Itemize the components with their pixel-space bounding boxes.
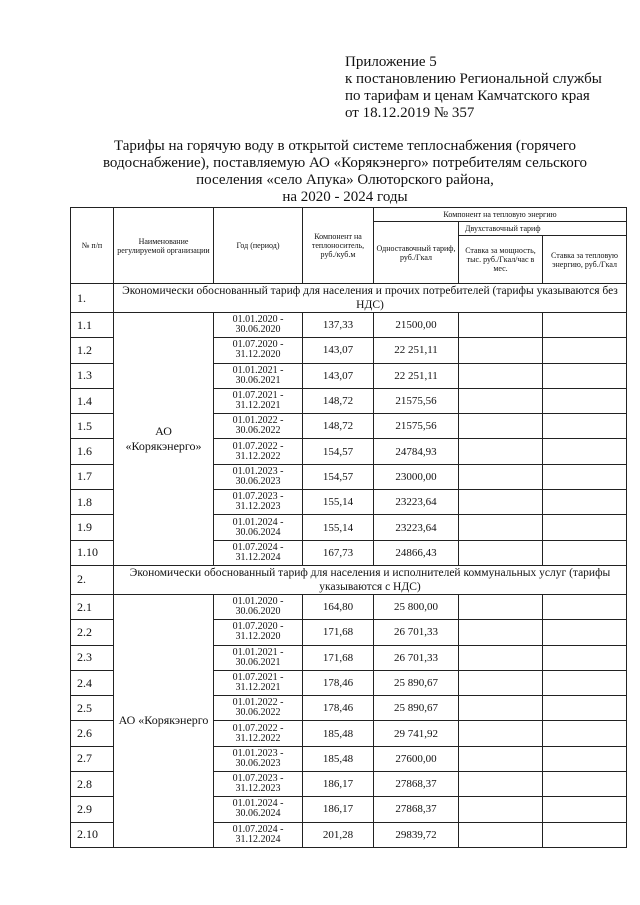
- energy-rate-cell: [543, 696, 627, 721]
- appendix-block: [345, 54, 635, 122]
- power-rate-cell: [459, 338, 543, 363]
- single-rate-cell: 24784,93: [374, 439, 459, 464]
- period-cell: 01.07.2024 - 31.12.2024: [214, 822, 303, 847]
- period-cell: 01.01.2021 - 30.06.2021: [214, 363, 303, 388]
- power-rate-cell: [459, 721, 543, 746]
- energy-rate-cell: [543, 721, 627, 746]
- single-rate-cell: 23223,64: [374, 515, 459, 540]
- water-component-cell: 155,14: [303, 490, 374, 515]
- header-year: Год (период): [214, 208, 303, 284]
- organization-name: АО «Корякэнерго»: [114, 313, 214, 566]
- single-rate-cell: 21500,00: [374, 313, 459, 338]
- appendix-line-4: от 18.12.2019 № 357: [345, 105, 475, 121]
- single-rate-cell: 21575,56: [374, 388, 459, 413]
- appendix-line-2: к постановлению Региональной службы: [345, 71, 602, 87]
- single-rate-cell: 22 251,11: [374, 363, 459, 388]
- header-water-component: Компонент на теплоноситель, руб./куб.м: [303, 208, 374, 284]
- water-component-cell: 143,07: [303, 363, 374, 388]
- energy-rate-cell: [543, 439, 627, 464]
- power-rate-cell: [459, 439, 543, 464]
- period-cell: 01.01.2023 - 30.06.2023: [214, 464, 303, 489]
- row-number: 1.8: [71, 490, 114, 515]
- period-cell: 01.07.2024 - 31.12.2024: [214, 540, 303, 565]
- title-line-1: Тарифы на горячую воду в открытой системе теплоснабжения (горячего: [113, 138, 577, 154]
- appendix-line-3: по тарифам и ценам Камчатского края: [345, 88, 590, 104]
- row-number: 1.6: [71, 439, 114, 464]
- row-number: 1.2: [71, 338, 114, 363]
- period-cell: 01.07.2022 - 31.12.2022: [214, 721, 303, 746]
- header-org: Наименование регулируемой организации: [114, 208, 214, 284]
- power-rate-cell: [459, 772, 543, 797]
- row-number: 1.3: [71, 363, 114, 388]
- power-rate-cell: [459, 620, 543, 645]
- header-heat-component: Компонент на тепловую энергию: [374, 208, 627, 222]
- power-rate-cell: [459, 822, 543, 847]
- energy-rate-cell: [543, 363, 627, 388]
- single-rate-cell: 25 890,67: [374, 670, 459, 695]
- water-component-cell: 178,46: [303, 670, 374, 695]
- water-component-cell: 143,07: [303, 338, 374, 363]
- single-rate-cell: 23000,00: [374, 464, 459, 489]
- single-rate-cell: 27868,37: [374, 797, 459, 822]
- energy-rate-cell: [543, 313, 627, 338]
- period-cell: 01.01.2020 - 30.06.2020: [214, 313, 303, 338]
- title-line-3: поселения «село Апука» Олюторского района,: [196, 172, 494, 188]
- appendix-line-1: Приложение 5: [345, 54, 437, 70]
- row-number: 1.7: [71, 464, 114, 489]
- period-cell: 01.01.2022 - 30.06.2022: [214, 414, 303, 439]
- water-component-cell: 167,73: [303, 540, 374, 565]
- single-rate-cell: 25 800,00: [374, 594, 459, 619]
- single-rate-cell: 24866,43: [374, 540, 459, 565]
- row-number: 1.4: [71, 388, 114, 413]
- energy-rate-cell: [543, 490, 627, 515]
- organization-name: АО «Корякэнерго: [114, 594, 214, 847]
- period-cell: 01.07.2021 - 31.12.2021: [214, 670, 303, 695]
- period-cell: 01.07.2021 - 31.12.2021: [214, 388, 303, 413]
- water-component-cell: 201,28: [303, 822, 374, 847]
- energy-rate-cell: [543, 540, 627, 565]
- energy-rate-cell: [543, 746, 627, 771]
- power-rate-cell: [459, 515, 543, 540]
- period-cell: 01.01.2021 - 30.06.2021: [214, 645, 303, 670]
- power-rate-cell: [459, 797, 543, 822]
- tariff-table: [70, 207, 627, 848]
- period-cell: 01.01.2022 - 30.06.2022: [214, 696, 303, 721]
- single-rate-cell: 26 701,33: [374, 620, 459, 645]
- row-number: 1.1: [71, 313, 114, 338]
- row-number: 1.5: [71, 414, 114, 439]
- water-component-cell: 155,14: [303, 515, 374, 540]
- power-rate-cell: [459, 313, 543, 338]
- row-number: 2.3: [71, 645, 114, 670]
- title-line-4: на 2020 - 2024 годы: [282, 189, 408, 205]
- table-row: [71, 594, 627, 619]
- period-cell: 01.07.2020 - 31.12.2020: [214, 620, 303, 645]
- title-line-2: водоснабжение), поставляемую АО «Корякэнерго» потребителям сельского: [102, 155, 588, 171]
- energy-rate-cell: [543, 772, 627, 797]
- water-component-cell: 186,17: [303, 797, 374, 822]
- water-component-cell: 148,72: [303, 388, 374, 413]
- power-rate-cell: [459, 540, 543, 565]
- power-rate-cell: [459, 414, 543, 439]
- energy-rate-cell: [543, 388, 627, 413]
- power-rate-cell: [459, 490, 543, 515]
- energy-rate-cell: [543, 338, 627, 363]
- energy-rate-cell: [543, 464, 627, 489]
- energy-rate-cell: [543, 797, 627, 822]
- water-component-cell: 186,17: [303, 772, 374, 797]
- power-rate-cell: [459, 388, 543, 413]
- row-number: 2.4: [71, 670, 114, 695]
- single-rate-cell: 22 251,11: [374, 338, 459, 363]
- row-number: 2.9: [71, 797, 114, 822]
- row-number: 2.1: [71, 594, 114, 619]
- water-component-cell: 164,80: [303, 594, 374, 619]
- single-rate-cell: 26 701,33: [374, 645, 459, 670]
- water-component-cell: 178,46: [303, 696, 374, 721]
- row-number: 2.7: [71, 746, 114, 771]
- energy-rate-cell: [543, 620, 627, 645]
- power-rate-cell: [459, 594, 543, 619]
- water-component-cell: 137,33: [303, 313, 374, 338]
- section-title: Экономически обоснованный тариф для населения и прочих потребителей (тарифы указываются без НДС): [114, 284, 627, 313]
- period-cell: 01.07.2023 - 31.12.2023: [214, 772, 303, 797]
- energy-rate-cell: [543, 594, 627, 619]
- water-component-cell: 171,68: [303, 645, 374, 670]
- row-number: 2.8: [71, 772, 114, 797]
- period-cell: 01.01.2024 - 30.06.2024: [214, 797, 303, 822]
- period-cell: 01.01.2020 - 30.06.2020: [214, 594, 303, 619]
- single-rate-cell: 27868,37: [374, 772, 459, 797]
- energy-rate-cell: [543, 414, 627, 439]
- period-cell: 01.07.2020 - 31.12.2020: [214, 338, 303, 363]
- power-rate-cell: [459, 696, 543, 721]
- power-rate-cell: [459, 363, 543, 388]
- row-number: 1.9: [71, 515, 114, 540]
- water-component-cell: 185,48: [303, 721, 374, 746]
- power-rate-cell: [459, 645, 543, 670]
- single-rate-cell: 29 741,92: [374, 721, 459, 746]
- header-num: № п/п: [71, 208, 114, 284]
- energy-rate-cell: [543, 670, 627, 695]
- single-rate-cell: 25 890,67: [374, 696, 459, 721]
- power-rate-cell: [459, 464, 543, 489]
- section-title: Экономически обоснованный тариф для населения и исполнителей коммунальных услуг (тарифы указываются с НДС): [114, 565, 627, 594]
- water-component-cell: 154,57: [303, 464, 374, 489]
- section-row: [71, 284, 627, 313]
- header-energy-rate: Ставка за тепловую энергию, руб./Гкал: [543, 236, 627, 284]
- section-number: 1.: [71, 284, 114, 313]
- row-number: 2.10: [71, 822, 114, 847]
- period-cell: 01.01.2024 - 30.06.2024: [214, 515, 303, 540]
- energy-rate-cell: [543, 645, 627, 670]
- row-number: 2.2: [71, 620, 114, 645]
- document-title: [80, 138, 610, 206]
- single-rate-cell: 29839,72: [374, 822, 459, 847]
- single-rate-cell: 23223,64: [374, 490, 459, 515]
- water-component-cell: 148,72: [303, 414, 374, 439]
- power-rate-cell: [459, 670, 543, 695]
- period-cell: 01.07.2022 - 31.12.2022: [214, 439, 303, 464]
- section-row: [71, 565, 627, 594]
- period-cell: 01.07.2023 - 31.12.2023: [214, 490, 303, 515]
- table-row: [71, 313, 627, 338]
- water-component-cell: 171,68: [303, 620, 374, 645]
- water-component-cell: 154,57: [303, 439, 374, 464]
- energy-rate-cell: [543, 822, 627, 847]
- row-number: 2.5: [71, 696, 114, 721]
- period-cell: 01.01.2023 - 30.06.2023: [214, 746, 303, 771]
- header-two-part-rate: Двухставочный тариф: [459, 222, 627, 236]
- row-number: 2.6: [71, 721, 114, 746]
- energy-rate-cell: [543, 515, 627, 540]
- header-power-rate: Ставка за мощность, тыс. руб./Гкал/час в мес.: [459, 236, 543, 284]
- single-rate-cell: 27600,00: [374, 746, 459, 771]
- single-rate-cell: 21575,56: [374, 414, 459, 439]
- header-row-1: [71, 208, 627, 222]
- row-number: 1.10: [71, 540, 114, 565]
- header-single-rate: Одноставочный тариф, руб./Гкал: [374, 222, 459, 284]
- water-component-cell: 185,48: [303, 746, 374, 771]
- power-rate-cell: [459, 746, 543, 771]
- section-number: 2.: [71, 565, 114, 594]
